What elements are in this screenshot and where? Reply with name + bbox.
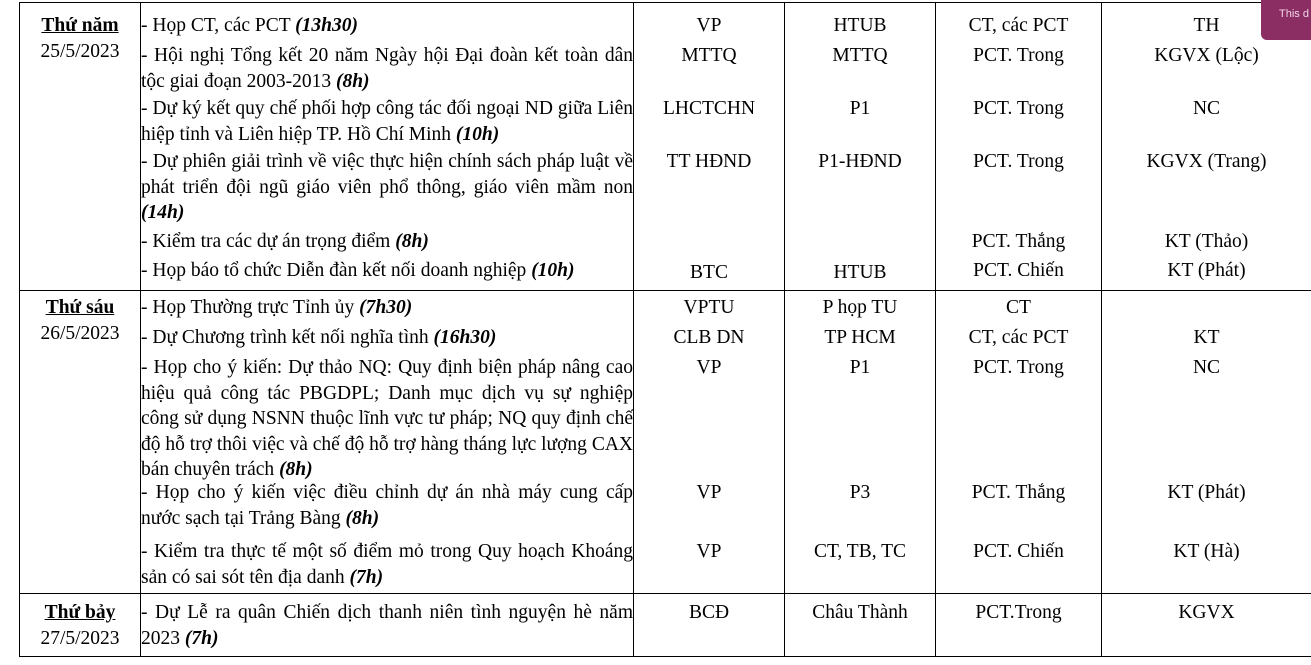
prep-cell: KT (Phát) xyxy=(1167,260,1246,281)
location-cell: MTTQ xyxy=(681,45,737,66)
prep-cell: KT (Thảo) xyxy=(1164,231,1249,252)
activity-column xyxy=(141,3,634,291)
location-cell: CLB DN xyxy=(673,327,745,348)
prep-column xyxy=(1102,594,1311,657)
prep-cell: NC xyxy=(1192,357,1221,378)
day-name: Thứ năm xyxy=(41,15,119,36)
activity-item: - Dự Chương trình kết nối nghĩa tình (16h30) xyxy=(141,327,497,348)
attendee-cell: PCT. Trong xyxy=(973,98,1064,119)
location-cell: VP xyxy=(696,15,722,36)
attendee-cell: PCT. Thắng xyxy=(971,231,1066,252)
prep-cell: KT (Hà) xyxy=(1173,541,1240,562)
prep-cell: TH xyxy=(1193,15,1220,36)
day-cell xyxy=(20,3,141,291)
activity-time: (8h) xyxy=(279,459,313,480)
activity-item: - Họp cho ý kiến việc điều chỉnh dự án nhà máy cung cấp nước sạch tại Trảng Bàng (8h) xyxy=(141,482,633,529)
location-cell: VP xyxy=(696,541,722,562)
prep-cell: KGVX (Trang) xyxy=(1146,151,1267,172)
prep-cell xyxy=(1102,295,1311,325)
activity-item: - Hội nghị Tổng kết 20 năm Ngày hội Đại đoàn kết toàn dân tộc giai đoạn 2003-2013 (8h) xyxy=(141,45,633,92)
activity-item: - Họp báo tổ chức Diễn đàn kết nối doanh nghiệp (10h) xyxy=(141,260,575,281)
prep-column xyxy=(1102,3,1311,291)
location-column xyxy=(634,3,785,291)
attendee-column xyxy=(936,3,1102,291)
host-cell: HTUB xyxy=(833,262,887,283)
activity-item: - Họp Thường trực Tỉnh ủy (7h30) xyxy=(141,297,413,318)
attendee-cell: PCT. Thắng xyxy=(971,482,1066,503)
attendee-cell: PCT.Trong xyxy=(975,602,1062,623)
activity-item: - Dự ký kết quy chế phối hợp công tác đối ngoại ND giữa Liên hiệp tỉnh và Liên hiệp TP. Hồ Chí Minh (10h) xyxy=(141,98,633,145)
day-row-thu-bay xyxy=(20,594,1311,657)
location-cell: TT HĐND xyxy=(666,151,752,172)
activity-item: - Dự phiên giải trình về việc thực hiện chính sách pháp luật về phát triển đội ngũ giáo viên phổ thông, giáo viên mầm non (14h) xyxy=(141,151,633,223)
prep-cell: KGVX xyxy=(1178,602,1235,623)
activity-time: (8h) xyxy=(395,231,429,252)
day-row-thu-sau xyxy=(20,291,1311,594)
prep-cell: KGVX (Lộc) xyxy=(1154,45,1259,66)
activity-item: - Họp cho ý kiến: Dự thảo NQ: Quy định biện pháp nâng cao hiệu quả công tác PBGDPL; Danh mục dịch vụ sự nghiệp công sử dụng NSNN thuộc lĩnh vực tư pháp; NQ quy định chế độ hỗ trợ thôi việc và chế độ hỗ trợ hàng tháng lực lượng CAX bán chuyên trách (8h) xyxy=(141,357,633,480)
attendee-cell: CT xyxy=(1006,297,1031,318)
host-cell: HTUB xyxy=(833,15,887,36)
host-cell: P1-HĐND xyxy=(818,151,902,172)
attendee-column xyxy=(936,594,1102,657)
day-cell xyxy=(20,594,141,657)
activity-item: - Kiểm tra thực tế một số điểm mỏ trong Quy hoạch Khoáng sản có sai sót tên địa danh (7h) xyxy=(141,541,633,588)
weekly-schedule-table xyxy=(19,2,1311,657)
location-cell: BCĐ xyxy=(688,602,730,623)
host-cell: P3 xyxy=(849,482,871,503)
day-date: 26/5/2023 xyxy=(40,322,120,344)
activity-time: (7h) xyxy=(349,566,384,588)
location-cell: BTC xyxy=(690,262,728,283)
host-cell: TP HCM xyxy=(824,327,896,348)
host-cell: P1 xyxy=(849,98,871,119)
host-column xyxy=(785,3,936,291)
activity-item: - Dự Lễ ra quân Chiến dịch thanh niên tình nguyện hè năm 2023 (7h) xyxy=(141,602,633,649)
overlay-banner-text: This d xyxy=(1279,8,1309,20)
day-row-thu-nam xyxy=(20,3,1311,291)
attendee-cell: CT, các PCT xyxy=(968,15,1069,36)
host-cell: MTTQ xyxy=(832,45,888,66)
host-cell: CT, TB, TC xyxy=(813,541,907,562)
prep-cell: NC xyxy=(1192,98,1221,119)
prep-cell: KT (Phát) xyxy=(1167,482,1246,503)
location-cell: VP xyxy=(696,482,722,503)
location-column xyxy=(634,594,785,657)
host-column xyxy=(785,594,936,657)
location-cell: VPTU xyxy=(683,297,735,318)
attendee-cell: PCT. Chiến xyxy=(973,260,1064,281)
attendee-cell: CT, các PCT xyxy=(968,327,1069,348)
location-cell xyxy=(634,229,784,258)
activity-time: (7h) xyxy=(184,627,219,649)
activity-time: (8h) xyxy=(335,70,370,92)
activity-item: - Kiểm tra các dự án trọng điểm (8h) xyxy=(141,231,429,252)
host-cell: Châu Thành xyxy=(812,602,908,623)
host-column xyxy=(785,291,936,594)
attendee-cell: PCT. Trong xyxy=(973,357,1064,378)
prep-cell: KT xyxy=(1193,327,1220,348)
day-cell xyxy=(20,291,141,594)
location-cell: LHCTCHN xyxy=(662,98,756,119)
activity-time: (16h30) xyxy=(433,327,497,348)
host-cell: P họp TU xyxy=(822,297,898,318)
activity-item: - Họp CT, các PCT (13h30) xyxy=(141,15,359,36)
day-date: 25/5/2023 xyxy=(40,40,120,62)
attendee-column xyxy=(936,291,1102,594)
location-column xyxy=(634,291,785,594)
prep-column xyxy=(1102,291,1311,594)
day-name: Thứ bảy xyxy=(44,602,116,623)
attendee-cell: PCT. Chiến xyxy=(973,541,1064,562)
location-cell: VP xyxy=(696,357,722,378)
activity-time: (10h) xyxy=(531,260,575,281)
activity-column xyxy=(141,594,634,657)
activity-time: (10h) xyxy=(455,123,500,145)
day-date: 27/5/2023 xyxy=(40,627,120,649)
activity-time: (7h30) xyxy=(359,297,413,318)
day-name: Thứ sáu xyxy=(45,297,115,318)
attendee-cell: PCT. Trong xyxy=(973,151,1064,172)
activity-time: (8h) xyxy=(345,507,380,529)
activity-time: (14h) xyxy=(141,202,185,223)
host-cell xyxy=(785,229,935,258)
attendee-cell: PCT. Trong xyxy=(973,45,1064,66)
host-cell: P1 xyxy=(849,357,871,378)
activity-time: (13h30) xyxy=(295,15,359,36)
activity-column xyxy=(141,291,634,594)
overlay-banner[interactable] xyxy=(1261,0,1311,40)
